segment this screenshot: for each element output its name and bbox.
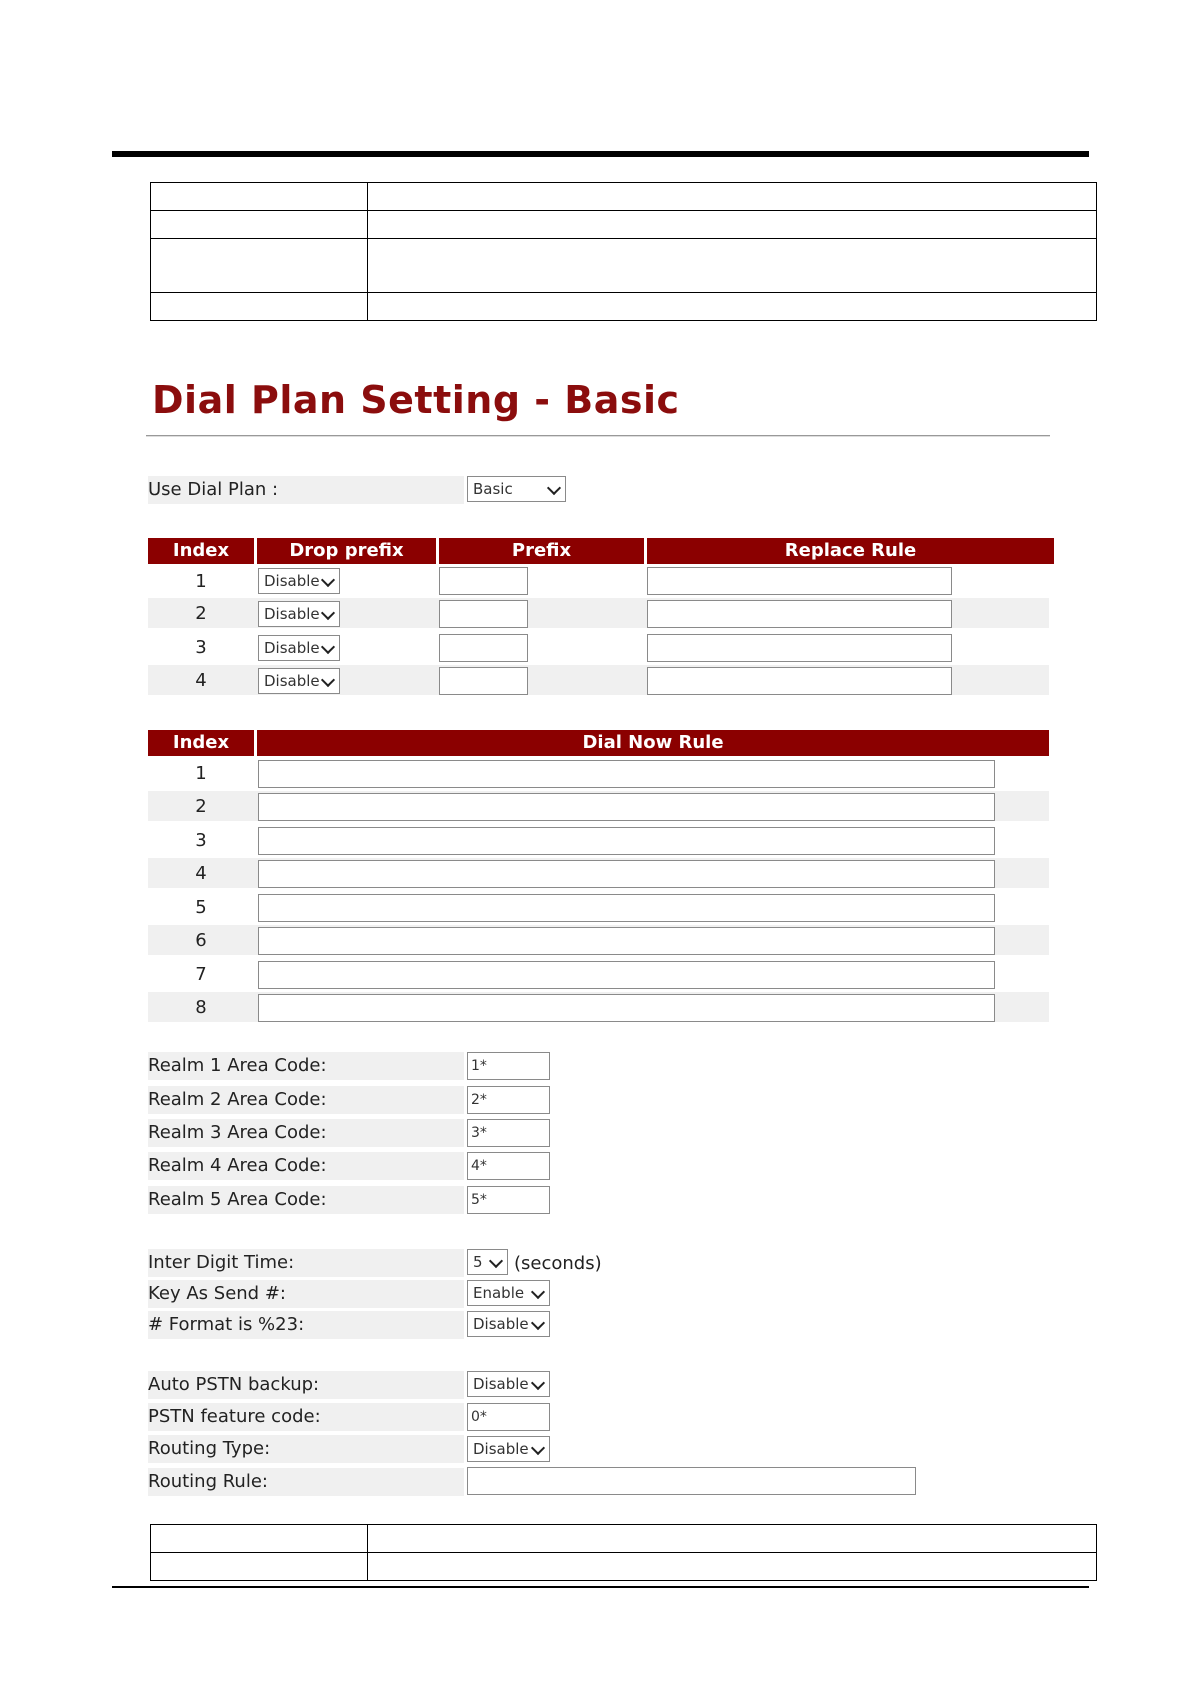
- prefix-header-replace-rule: Replace Rule: [647, 538, 1054, 564]
- realm-1-label: Realm 1 Area Code:: [148, 1052, 464, 1080]
- auto-pstn-backup-label: Auto PSTN backup:: [148, 1371, 464, 1399]
- pstn-feature-code-input[interactable]: 0*: [467, 1403, 550, 1431]
- prefix-row-index: 1: [195, 571, 207, 592]
- dial-now-row-index: 3: [195, 830, 207, 851]
- dial-now-rule-input[interactable]: [258, 760, 995, 788]
- use-dial-plan-label: Use Dial Plan :: [148, 476, 464, 504]
- seconds-unit-label: (seconds): [514, 1253, 602, 1274]
- drop-prefix-value: Disable: [264, 639, 320, 657]
- realm-3-input[interactable]: 3*: [467, 1119, 550, 1147]
- prefix-input[interactable]: [439, 600, 528, 628]
- prefix-input[interactable]: [439, 667, 528, 695]
- drop-prefix-select[interactable]: [258, 601, 340, 627]
- auto-pstn-backup-value: Disable: [473, 1375, 529, 1393]
- inter-digit-time-value: 5: [473, 1253, 483, 1271]
- format-23-value: Disable: [473, 1315, 529, 1333]
- prefix-header-index: Index: [148, 538, 254, 564]
- dial-now-header-index: Index: [148, 730, 254, 756]
- replace-rule-input[interactable]: [647, 600, 952, 628]
- dial-now-rule-input[interactable]: [258, 827, 995, 855]
- prefix-row-index: 3: [195, 637, 207, 658]
- drop-prefix-select[interactable]: [258, 635, 340, 661]
- auto-pstn-backup-select[interactable]: [467, 1371, 550, 1397]
- dial-now-rule-input[interactable]: [258, 994, 995, 1022]
- realm-2-input[interactable]: 2*: [467, 1086, 550, 1114]
- drop-prefix-value: Disable: [264, 605, 320, 623]
- chevron-down-icon: [489, 1254, 503, 1268]
- dial-now-row-index: 8: [195, 997, 207, 1018]
- chevron-down-icon: [321, 673, 335, 687]
- routing-rule-label: Routing Rule:: [148, 1468, 464, 1496]
- key-as-send-select[interactable]: [467, 1280, 550, 1306]
- realm-5-input[interactable]: 5*: [467, 1186, 550, 1214]
- realm-3-label: Realm 3 Area Code:: [148, 1119, 464, 1147]
- inter-digit-time-select[interactable]: [467, 1249, 508, 1275]
- format-23-label: # Format is %23:: [148, 1311, 464, 1339]
- realm-1-input[interactable]: 1*: [467, 1052, 550, 1080]
- drop-prefix-value: Disable: [264, 672, 320, 690]
- dial-now-row-index: 4: [195, 863, 207, 884]
- prefix-header-prefix: Prefix: [439, 538, 644, 564]
- prefix-header-drop-prefix: Drop prefix: [257, 538, 436, 564]
- chevron-down-icon: [531, 1316, 545, 1330]
- dial-now-row-index: 7: [195, 964, 207, 985]
- format-23-select[interactable]: [467, 1311, 550, 1337]
- page-title: Dial Plan Setting - Basic: [152, 378, 680, 422]
- routing-rule-input[interactable]: [467, 1467, 916, 1495]
- dial-now-row-index: 1: [195, 763, 207, 784]
- dial-now-rule-input[interactable]: [258, 927, 995, 955]
- title-divider: [146, 435, 1050, 436]
- key-as-send-label: Key As Send #:: [148, 1280, 464, 1308]
- replace-rule-input[interactable]: [647, 567, 952, 595]
- key-as-send-value: Enable: [473, 1284, 525, 1302]
- dial-now-rule-input[interactable]: [258, 894, 995, 922]
- realm-4-label: Realm 4 Area Code:: [148, 1152, 464, 1180]
- header-rule: [112, 151, 1089, 157]
- chevron-down-icon: [321, 606, 335, 620]
- chevron-down-icon: [531, 1441, 545, 1455]
- chevron-down-icon: [531, 1376, 545, 1390]
- replace-rule-input[interactable]: [647, 634, 952, 662]
- prefix-input[interactable]: [439, 567, 528, 595]
- drop-prefix-value: Disable: [264, 572, 320, 590]
- prefix-row-index: 4: [195, 670, 207, 691]
- inter-digit-time-label: Inter Digit Time:: [148, 1249, 464, 1277]
- dial-now-row-index: 6: [195, 930, 207, 951]
- top-empty-table: [150, 182, 1097, 321]
- realm-2-label: Realm 2 Area Code:: [148, 1086, 464, 1114]
- dial-now-rule-input[interactable]: [258, 961, 995, 989]
- dial-now-rule-input[interactable]: [258, 793, 995, 821]
- realm-4-input[interactable]: 4*: [467, 1152, 550, 1180]
- drop-prefix-select[interactable]: [258, 668, 340, 694]
- use-dial-plan-value: Basic: [473, 480, 513, 498]
- dial-now-row-index: 5: [195, 897, 207, 918]
- chevron-down-icon: [321, 573, 335, 587]
- chevron-down-icon: [531, 1285, 545, 1299]
- realm-5-label: Realm 5 Area Code:: [148, 1186, 464, 1214]
- routing-type-select[interactable]: [467, 1436, 550, 1462]
- chevron-down-icon: [547, 481, 561, 495]
- use-dial-plan-select[interactable]: [467, 476, 566, 502]
- pstn-feature-code-label: PSTN feature code:: [148, 1403, 464, 1431]
- footer-rule: [112, 1586, 1089, 1588]
- routing-type-label: Routing Type:: [148, 1435, 464, 1463]
- replace-rule-input[interactable]: [647, 667, 952, 695]
- dial-now-row-index: 2: [195, 796, 207, 817]
- dial-now-rule-input[interactable]: [258, 860, 995, 888]
- drop-prefix-select[interactable]: [258, 568, 340, 594]
- prefix-row-index: 2: [195, 603, 207, 624]
- dial-now-header-rule: Dial Now Rule: [257, 730, 1049, 756]
- bottom-empty-table: [150, 1524, 1097, 1581]
- prefix-input[interactable]: [439, 634, 528, 662]
- chevron-down-icon: [321, 640, 335, 654]
- routing-type-value: Disable: [473, 1440, 529, 1458]
